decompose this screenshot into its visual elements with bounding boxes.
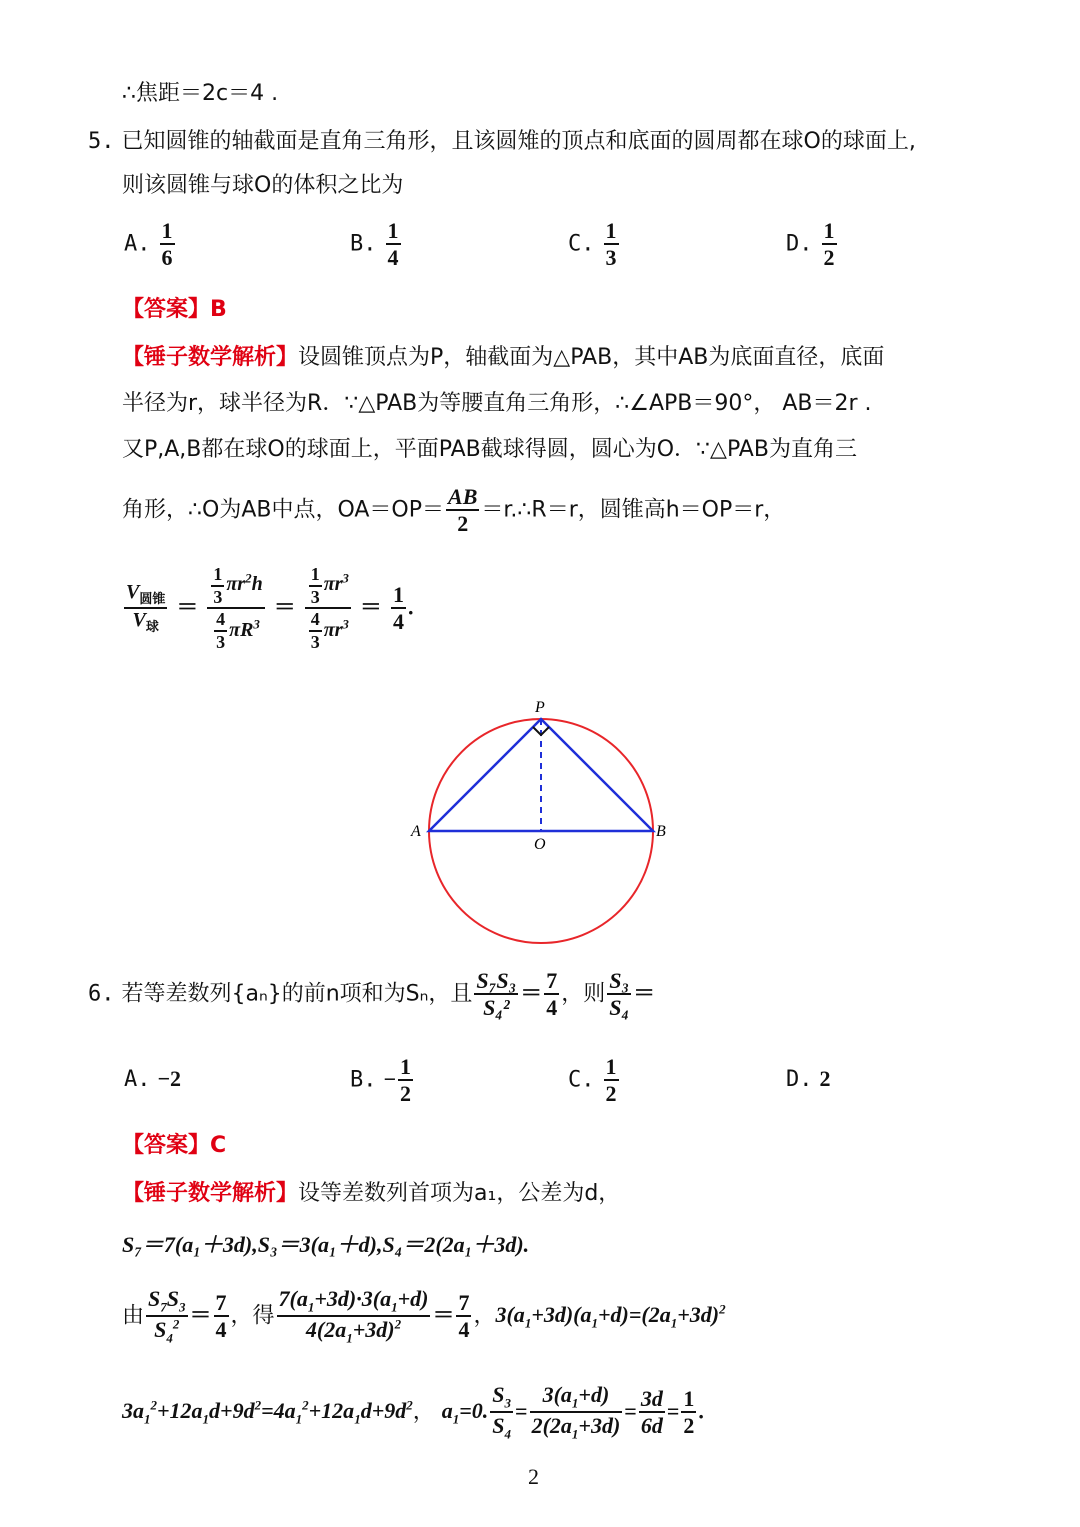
q5-analysis-line1: 【锤子数学解析】设圆锥顶点为P，轴截面为△PAB，其中AB为底面直径，底面	[122, 345, 885, 370]
analysis-tag: 【锤子数学解析】	[122, 1181, 299, 1206]
q5-option-c: C. $\frac{1}{3}$	[568, 218, 617, 271]
q5-answer: 【答案】B	[122, 297, 227, 322]
focal-distance-line: ∴焦距＝2c＝4 .	[122, 81, 279, 106]
q5-number: 5.	[88, 129, 115, 154]
label-o: O	[534, 836, 546, 853]
q5-stem-text1: 已知圆锥的轴截面是直角三角形，且该圆雉的顶点和底面的圆周都在球O的球面上,	[121, 129, 916, 154]
q5-analysis-line3: 又P,A,B都在球O的球面上，平面PAB截球得圆，圆心为O．∵△PAB为直角三	[122, 437, 857, 462]
cone-sphere-diagram	[400, 690, 690, 950]
label-a: A	[411, 823, 421, 840]
q5-analysis-line4: 角形，∴O为AB中点，OA＝OP＝ $\frac{AB}{2}$ ＝r.∴R＝r，圆锥高h＝OP＝r，	[122, 484, 786, 537]
q6-analysis-line4: $3a_1^2+12a_1d+9d^2=4a_1^2+12a_1d+9d^2$， $a_1=0$. $\frac{S_3}{S_4}$ = $\frac{3(a_1+d)}{2(2a_1+3d)}$ = $\frac{3d}{6d}$ = $\frac{1}{2}$ .	[122, 1382, 704, 1442]
q6-analysis-line3: 由 $\frac{S_7S_3}{S_4^2}$ ＝ $\frac{7}{4}$ ，得 $\frac{7(a_1+3d)\cdot 3(a_1+d)}{4(2a_1+3d)^2}$ ＝ $\frac{7}{4}$ ，$3(a_1+3d)(a_1+d)=(2a_1+3d)^2$	[122, 1286, 726, 1346]
q5-option-a: A. $\frac{1}{6}$	[124, 218, 173, 271]
page-number: 2	[528, 1464, 539, 1489]
q5-option-b: B. $\frac{1}{4}$	[350, 218, 399, 271]
q6-number: 6.	[88, 981, 115, 1007]
q5-stem-line1	[88, 124, 916, 155]
q6-option-d: D. 2	[786, 1066, 831, 1092]
q5-stem-line2: 则该圆锥与球O的体积之比为	[122, 173, 404, 198]
q6-option-c: C. $\frac{1}{2}$	[568, 1054, 617, 1107]
q5-option-d: D. $\frac{1}{2}$	[786, 218, 835, 271]
label-b: B	[656, 823, 666, 840]
analysis-tag: 【锤子数学解析】	[122, 345, 299, 370]
q6-answer: 【答案】C	[122, 1133, 227, 1158]
q5-analysis-line2: 半径为r，球半径为R．∵△PAB为等腰直角三角形，∴∠APB＝90°， AB＝2r .	[122, 391, 872, 416]
q6-option-b: B. − $\frac{1}{2}$	[350, 1054, 412, 1107]
q6-analysis-line1: 【锤子数学解析】设等差数列首项为a₁，公差为d，	[122, 1181, 621, 1206]
volume-formula: $\frac{V_{圆锥}}{V_球}$ ＝ $\frac{1}{3}$ $\pi r^2h$ $\frac{4}{3}$ $\pi R^3$ ＝ $\frac{1}{3}$ $\pi r^3$ $\frac{4}{3}$ $\pi r^3$ ＝ $\frac{1}{4}$ .	[126, 564, 414, 653]
q6-stem: 6. 若等差数列{aₙ}的前n项和为Sₙ，且 $\frac{\text{S₇S₃}}{\text{S₄²}}$ ＝ $\frac{7}{4}$ ，则 $\frac{\text{S₃}}{\text{S₄}}$ ＝	[88, 968, 656, 1021]
q6-option-a: A. −2	[124, 1066, 182, 1092]
label-p: P	[535, 699, 545, 716]
q6-analysis-line2: S₇＝7(a₁＋3d),S₃＝3(a₁＋d),S₄＝2(2a₁＋3d).	[122, 1232, 530, 1257]
